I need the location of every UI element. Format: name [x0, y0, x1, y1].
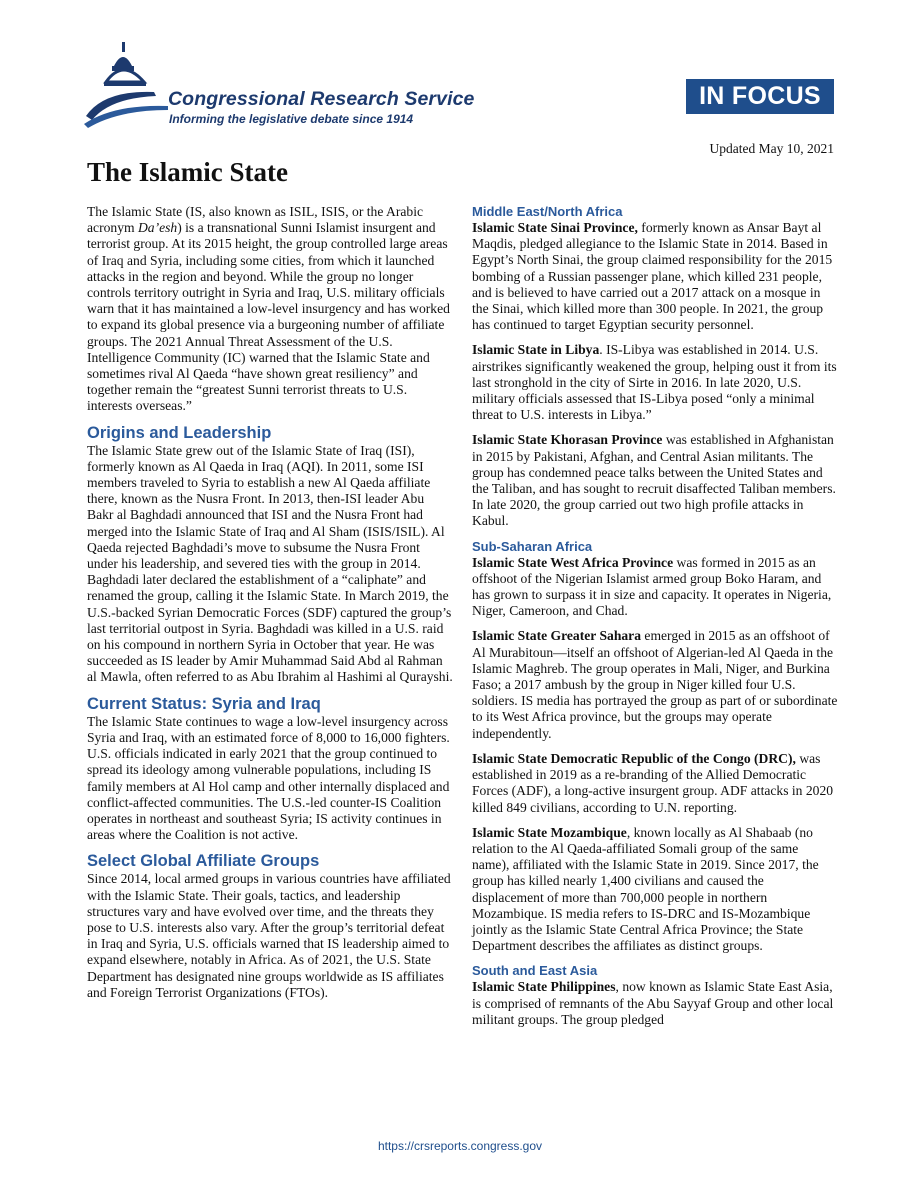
libya-text: . IS-Libya was established in 2014. U.S. airstrikes significantly weakened the group, helping oust it from its last stronghold in the city of Sirte in 2016. In late 2020, U.S. military officials assessed that IS-Libya posed “only a minimal threat to U.S. interests in Libya.” — [472, 342, 837, 423]
subheading-mena: Middle East/North Africa — [472, 204, 623, 219]
sahara-text: emerged in 2015 as an offshoot of Al Murabitoun—itself an offshoot of Algerian-led Al Qaeda in the Islamic Maghreb. The group operates in Mali, Niger, and Burkina Faso; a 2017 ambush by the group in Niger killed four U.S. soldiers. IS media has portrayed the group as part of or subordinate to its West Africa province, but the groups may operate independently. — [472, 628, 838, 741]
org-tagline: Informing the legislative debate since 1914 — [169, 112, 414, 126]
intro-text-a: The Islamic State (IS, also known as ISIL, ISIS, or the Arabic acronym — [87, 204, 424, 236]
mozambique-paragraph — [472, 825, 838, 955]
intro-paragraph — [87, 204, 453, 415]
page-title: The Islamic State — [87, 157, 288, 187]
west-africa-text: was formed in 2015 as an offshoot of the Nigerian Islamist armed group Boko Haram, and has grown to surpass it in size and capacity. It operates in Nigeria, Niger, Cameroon, and Chad. — [472, 554, 832, 619]
libya-paragraph — [472, 342, 838, 423]
subheading-sea: South and East Asia — [472, 963, 598, 979]
left-column — [87, 204, 453, 1010]
west-africa-name: Islamic State West Africa Province — [472, 554, 674, 570]
philippines-paragraph — [472, 979, 838, 1028]
status-paragraph: The Islamic State continues to wage a low-level insurgency across Syria and Iraq, with an estimated force of 8,000 to 16,000 fighters. U.S. officials indicated in early 2021 that the group continued to spread its ideology among vulnerable populations, including IS family members at Al Hol camp and other internally displaced and conflict-affected communities. The U.S.-led counter-IS Coalition operates in northeast and southeast Syria; IS activity continues in areas where the Coalition is not active. — [87, 713, 450, 843]
philippines-text: , now known as Islamic State East Asia, is comprised of remnants of the Abu Sayyaf Group and other local militant groups. The group pledged — [472, 979, 834, 1027]
org-name: Congressional Research Service — [168, 88, 475, 110]
section-heading-affiliates: Select Global Affiliate Groups — [87, 852, 320, 871]
sahara-paragraph — [472, 628, 838, 741]
khorasan-name: Islamic State Khorasan Province — [472, 432, 663, 448]
intro-text-b: ) is a transnational Sunni Islamist insurgent and terrorist group. At its 2015 height, the group controlled large areas of Iraq and Syria, including some cities, from which it launched attacks in the region and beyond. While the group no longer controls territory outright in Syria and Iraq, U.S. military officials warn that it has maintained a low-level insurgency and has worked to expand its global presence via a burgeoning number of affiliate groups. The 2021 Annual Threat Assessment of the U.S. Intelligence Community (IC) warned that the Islamic State and sometimes rival Al Qaeda “have shown great resiliency” and together remain the “greatest Sunni terrorist threats to U.S. interests overseas.” — [87, 220, 450, 414]
sahara-name: Islamic State Greater Sahara — [472, 628, 642, 644]
right-column — [472, 204, 838, 1037]
drc-name: Islamic State Democratic Republic of the Congo (DRC), — [472, 750, 796, 766]
affiliates-paragraph: Since 2014, local armed groups in various countries have affiliated with the Islamic State. Their goals, tactics, and leadership structures vary and have evolved over time, and the threats they pose to U.S. interests also vary. After the group’s territorial defeat in Iraq and Syria, U.S. officials warned that IS leadership aimed to expand elsewhere, notably in Africa. As of 2021, the U.S. State Department has designated nine groups worldwide as IS affiliates and Foreign Terrorist Organizations (FTOs). — [87, 871, 451, 1000]
khorasan-paragraph — [472, 432, 838, 529]
section-heading-origins: Origins and Leadership — [87, 423, 272, 442]
sinai-paragraph — [472, 220, 838, 333]
sinai-text: formerly known as Ansar Bayt al Maqdis, pledged allegiance to the Islamic State in 2014. Based in Egypt’s North Sinai, the group claimed responsibility for the 2015 bombing of a Russian passenger plane, which killed 231 people, and is believed to have carried out a 2017 attack on a mosque in the Sinai, which killed more than 300 people. In 2021, the group has continued to target Egyptian security personnel. — [472, 220, 833, 333]
mozambique-text: , known locally as Al Shabaab (no relation to the Al Qaeda-affiliated Somali group of the same name), affiliated with the Islamic State in 2019. Since 2017, the group has killed nearly 1,400 civilians and caused the displacement of more than 700,000 people in northern Mozambique. IS media refers to IS-DRC and IS-Mozambique jointly as the Islamic State Central Africa Province; the State Department describes the affiliates as distinct groups. — [472, 824, 819, 954]
intro-arabic-term: Da’esh — [137, 220, 178, 236]
drc-text: was established in 2019 as a re-branding of the Allied Democratic Forces (ADF), a long-active insurgent group. ADF attacks in 2020 killed 849 civilians, according to U.N. reporting. — [472, 750, 834, 815]
subheading-ssa: Sub-Saharan Africa — [472, 538, 593, 554]
updated-date: Updated May 10, 2021 — [709, 141, 834, 156]
origins-paragraph: The Islamic State grew out of the Islamic State of Iraq (ISI), formerly known as Al Qaeda in Iraq (AQI). In 2011, some ISI members traveled to Syria to establish a new Al Qaeda affiliate there, known as the Nusra Front. In 2013, then-ISI leader Abu Bakr al Baghdadi announced that ISI and the Nusra Front had merged into the Islamic State of Iraq and Al Sham (ISIS/ISIL). Al Qaeda rejected Baghdadi’s move to subsume the Nusra Front under his leadership, and severed ties with the group in 2014. Baghdadi later declared the establishment of a “caliphate” and renamed the group, calling it the Islamic State. In March 2019, the U.S.-backed Syrian Democratic Forces (SDF) captured the group’s last territorial outpost in Syria. Baghdadi was killed in a U.S. raid on his compound in northern Syria in October that year. He was succeeded as IS leader by Amir Muhammad Said Abd al Rahman al Mawla, often referred to as Abu Ibrahim al Hashimi al Qurayshi. — [87, 442, 453, 685]
philippines-name: Islamic State Philippines — [472, 979, 616, 995]
section-heading-status: Current Status: Syria and Iraq — [87, 694, 321, 713]
capitol-dome-icon — [84, 40, 168, 130]
in-focus-badge: IN FOCUS — [686, 79, 834, 114]
crs-logo — [84, 40, 504, 130]
west-africa-paragraph — [472, 555, 838, 620]
khorasan-text: was established in Afghanistan in 2015 by Pakistani, Afghan, and Central Asian militants. The group has condemned peace talks between the United States and the Taliban, and has sought to recruit disaffected Taliban members. In late 2020, the group carried out two high profile attacks in Kabul. — [472, 432, 836, 529]
sinai-name: Islamic State Sinai Province, — [472, 220, 638, 235]
mozambique-name: Islamic State Mozambique — [472, 824, 627, 840]
libya-name: Islamic State in Libya — [472, 342, 600, 358]
drc-paragraph — [472, 751, 838, 816]
footer-url[interactable]: https://crsreports.congress.gov — [377, 1139, 543, 1153]
